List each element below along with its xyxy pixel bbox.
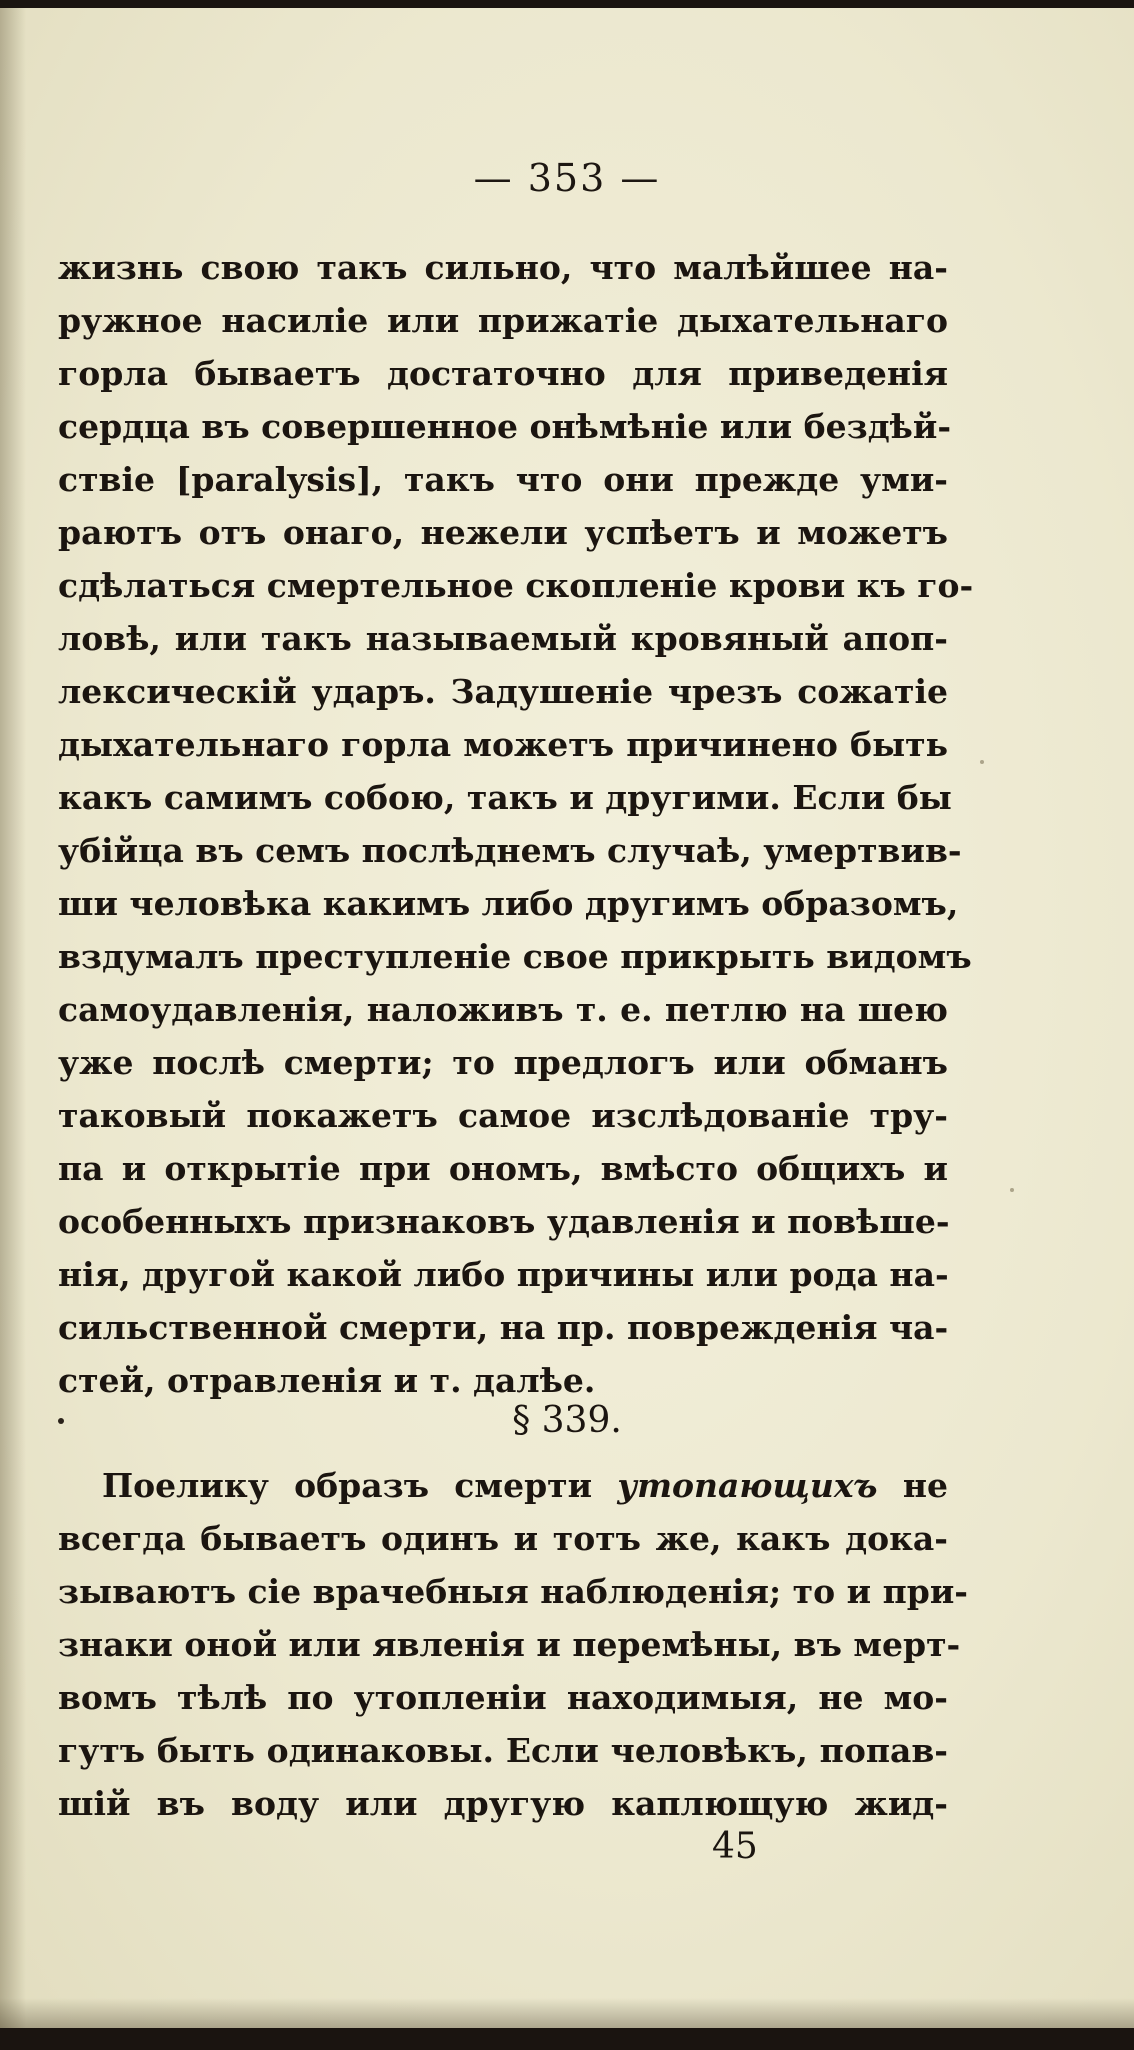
book-page	[0, 8, 1134, 2028]
text-line: жизнь свою такъ сильно, что малѣйшее на-	[58, 248, 948, 287]
text-run: не	[877, 1466, 948, 1505]
paper-speck	[1010, 1188, 1014, 1192]
text-line: горла бываетъ достаточно для приведенія	[58, 354, 948, 393]
text-line: особенныхъ признаковъ удавленія и повѣше-	[58, 1202, 950, 1241]
text-line-last: стей, отравленія и т. далѣе.	[58, 1361, 596, 1400]
text-line: какъ самимъ собою, такъ и другими. Если бы	[58, 778, 952, 817]
text-line: гутъ быть одинаковы. Если человѣкъ, попав-	[58, 1731, 948, 1770]
text-line: ши человѣка какимъ либо другимъ образомъ,	[58, 884, 959, 923]
text-line: всегда бываетъ одинъ и тотъ же, какъ дока-	[58, 1519, 948, 1558]
text-line: лексическій ударъ. Задушеніе чрезъ сожатіе	[58, 672, 948, 711]
text-line: зываютъ сіе врачебныя наблюденія; то и при-	[58, 1572, 968, 1611]
text-line: сердца въ совершенное онѣмѣніе или бездѣй-	[58, 407, 952, 446]
text-line: сдѣлаться смертельное скопленіе крови къ го-	[58, 566, 974, 605]
text-line: таковый покажетъ самое изслѣдованіе тру-	[58, 1096, 948, 1135]
text-line: па и открытіе при ономъ, вмѣсто общихъ и	[58, 1149, 948, 1188]
text-line: дыхательнаго горла можетъ причинено быть	[58, 725, 948, 764]
text-run: Поелику образъ смерти	[102, 1466, 618, 1505]
emphasized-term: утопающихъ	[617, 1466, 878, 1505]
text-line: ружное насиліе или прижатіе дыхательнаго	[58, 301, 948, 340]
paper-speck	[980, 760, 984, 764]
page-number-header: — 353 —	[473, 156, 661, 200]
text-line: убійца въ семъ послѣднемъ случаѣ, умертвив-	[58, 831, 962, 870]
text-line: вомъ тѣлѣ по утопленіи находимыя, не мо-	[58, 1678, 948, 1717]
text-line: знаки оной или явленія и перемѣны, въ мерт-	[58, 1625, 961, 1664]
signature-mark: 45	[712, 1826, 758, 1867]
paragraph-continuation	[58, 241, 974, 1407]
text-line: нія, другой какой либо причины или рода на-	[58, 1255, 949, 1294]
page-edge-shadow	[0, 8, 26, 2028]
text-line: сильственной смерти, на пр. поврежденія ча-	[58, 1308, 949, 1347]
text-line-first	[58, 1459, 948, 1512]
text-line: раютъ отъ онаго, нежели успѣетъ и можетъ	[58, 513, 948, 552]
text-line: шій въ воду или другую каплющую жид-	[58, 1784, 948, 1823]
paragraph-drowning	[58, 1459, 968, 1830]
page-bottom-shadow	[0, 1998, 1134, 2028]
text-line: уже послѣ смерти; то предлогъ или обманъ	[58, 1043, 948, 1082]
text-line: вздумалъ преступленіе свое прикрыть видомъ	[58, 937, 972, 976]
text-line: ловѣ, или такъ называемый кровяный апоп-	[58, 619, 948, 658]
text-line: самоудавленія, наложивъ т. е. петлю на шею	[58, 990, 948, 1029]
text-line: ствіе [paralysis], такъ что они прежде уми-	[58, 460, 948, 499]
section-heading: § 339.	[512, 1400, 622, 1441]
